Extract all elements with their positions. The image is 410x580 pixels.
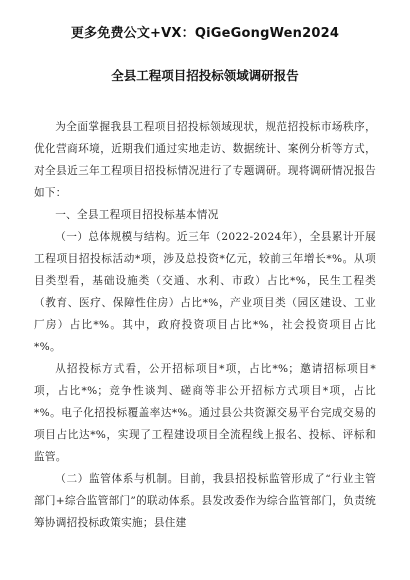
bidding-methods-paragraph: 从招投标方式看，公开招标项目*项，占比*%；邀请招标项目*项，占比*%；竞争性谈判、磋商等非公开招标方式项目*项，占比*%。电子化招投标覆盖率达*%。通过县公共资源交易平台完成交易的项目占比达*%，实现了工程建设项目全流程线上报名、投标、评标和监管。 <box>34 363 376 463</box>
page-title: 全县工程项目招投标领域调研报告 <box>111 68 299 83</box>
intro-paragraph: 为全面掌握我县工程项目招投标领域现状，规范招投标市场秩序，优化营商环境，近期我们通过实地走访、数据统计、案例分析等方式，对全县近三年工程项目招投标情况进行了专题调研。现将调研情况报告如下： <box>34 121 376 199</box>
supervision-paragraph: （二）监管体系与机制。目前，我县招投标监管形成了“行业主管部门+综合监管部门”的联动体系。县发改委作为综合监管部门，负责统筹协调招投标政策实施；县住建 <box>34 473 376 529</box>
document-body <box>34 116 376 534</box>
overall-scale-paragraph: （一）总体规模与结构。近三年（2022-2024年），全县累计开展工程项目招投标活动*项，涉及总投资*亿元，较前三年增长*%。从项目类型看，基础设施类（交通、水利、市政）占比*%，民生工程类（教育、医疗、保障性住房）占比*%，产业项目类（园区建设、工业厂房）占比*%。其中，政府投资项目占比*%，社会投资项目占比*%。 <box>34 231 376 353</box>
section-heading: 一、全县工程项目招投标基本情况 <box>55 209 219 221</box>
watermark-text: 更多免费公文+VX：QiGeGongWen2024 <box>70 26 340 41</box>
